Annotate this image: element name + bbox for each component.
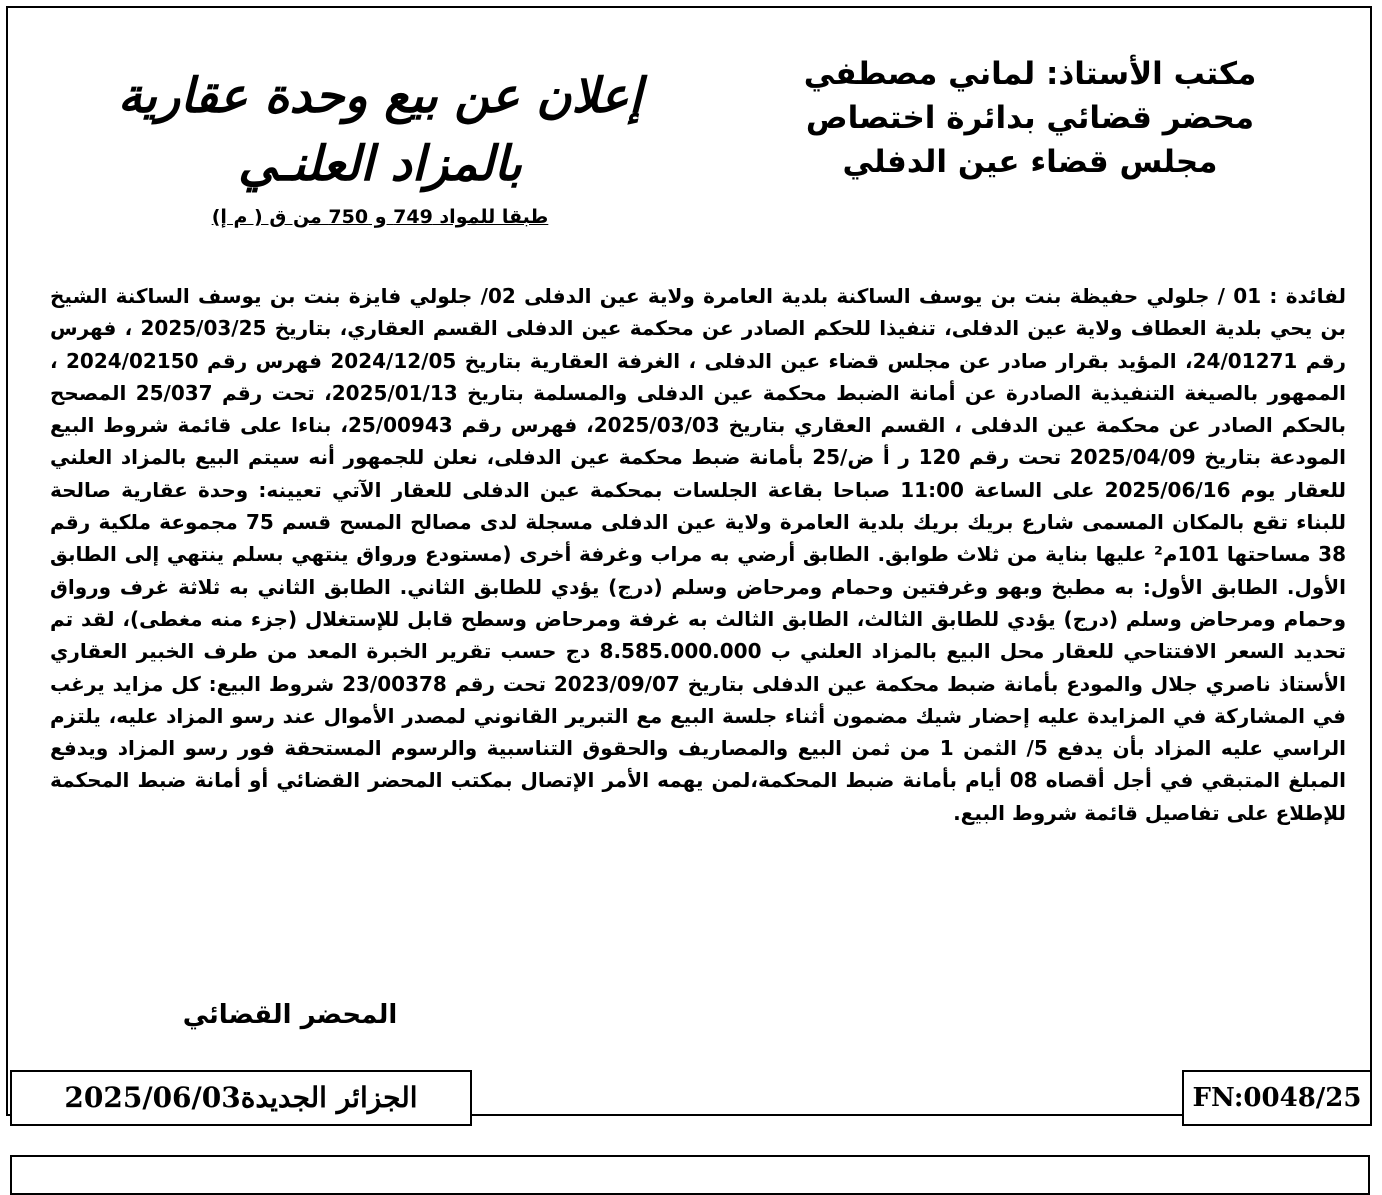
office-jurisdiction: مجلس قضاء عين الدفلي: [842, 144, 1218, 180]
newspaper-date-box: الجزائر الجديدة2025/06/03: [10, 1070, 472, 1126]
office-role: محضر قضائي بدائرة اختصاص: [805, 100, 1255, 136]
legal-reference: طبقا للمواد 749 و 750 من ق ( م إ): [211, 206, 549, 228]
office-name: مكتب الأستاذ: لماني مصطفي: [803, 56, 1257, 92]
bailiff-office-header: [780, 52, 1280, 184]
headline-line-1: إعلان عن بيع وحدة عقارية: [117, 68, 643, 124]
headline-line-2: بالمزاد العلنـي: [238, 136, 522, 192]
announcement-body: لفائدة : 01 / جلولي حفيظة بنت بن يوسف الساكنة بلدية العامرة ولاية عين الدفلى 02/ جلولي فايزة بنت بن يوسف الساكنة الشيخ بن يحي بلدية العطاف ولاية عين الدفلى، تنفيذا للحكم الصادر عن محكمة عين الدفلى القسم العقاري، بتاريخ 2025/03/25 ، فهرس رقم 24/01271، المؤيد بقرار صادر عن مجلس قضاء عين الدفلى ، الغرفة العقارية بتاريخ 2024/12/05 فهرس رقم 2024/02150 ، الممهور بالصيغة التنفيذية الصادرة عن أمانة الضبط محكمة عين الدفلى والمسلمة بتاريخ 2025/01/13، تحت رقم 25/037 المصحح بالحكم الصادر عن محكمة عين الدفلى ، القسم العقاري بتاريخ 2025/03/03، فهرس رقم 25/00943، بناءا على قائمة شروط البيع المودعة بتاريخ 2025/04/09 تحت رقم 120 ر أ ض/25 بأمانة ضبط محكمة عين الدفلى، نعلن للجمهور أنه سيتم البيع بالمزاد العلني للعقار يوم 2025/06/16 على الساعة 11:00 صباحا بقاعة الجلسات بمحكمة عين الدفلى للعقار الآتي تعيينه: وحدة عقارية صالحة للبناء تقع بالمكان المسمى شارع بريك بريك بلدية العامرة ولاية عين الدفلى مسجلة لدى مصالح المسح قسم 75 مجموعة ملكية رقم 38 مساحتها 101م² عليها بناية من ثلاث طوابق. الطابق أرضي به مراب وغرفة أخرى (مستودع ورواق ينتهي بسلم ينتهي إلى الطابق الأول. الطابق الأول: به مطبخ وبهو وغرفتين وحمام ومرحاض وسلم (درج) يؤدي للطابق الثاني. الطابق الثاني به ثلاثة غرف ورواق وحمام ومرحاض وسلم (درج) يؤدي للطابق الثالث، الطابق الثالث به غرفة ومرحاض وسطح قابل للإستغلال (جزء منه مغطى)، لقد تم تحديد السعر الافتتاحي للعقار محل البيع بالمزاد العلني ب 8.585.000.000 دج حسب تقرير الخبرة المعد من طرف الخبير العقاري الأستاذ ناصري جلال والمودع بأمانة ضبط محكمة عين الدفلى بتاريخ 2023/09/07 تحت رقم 23/00378 شروط البيع: كل مزايد يرغب في المشاركة في المزايدة عليه إحضار شيك مضمون أثناء جلسة البيع مع التبرير القانوني لمصدر الأموال عند رسو المزاد عليه، يلتزم الراسي عليه المزاد بأن يدفع 5/ الثمن 1 من ثمن البيع والمصاريف والحقوق التناسبية والرسوم المستحقة فور رسو المزاد ويدفع المبلغ المتبقي في أجل أقصاه 08 أيام بأمانة ضبط المحكمة،لمن يهمه الأمر الإتصال بمكتب المحضر القضائي أو أمانة ضبط المحكمة للإطلاع على تفاصيل قائمة شروط البيع.: [50, 284, 1347, 825]
file-number-box: FN:0048/25: [1182, 1070, 1372, 1126]
signature: المحضر القضائي: [182, 1000, 398, 1030]
next-announcement-frame: [10, 1155, 1370, 1195]
announcement-title-block: [60, 62, 700, 228]
